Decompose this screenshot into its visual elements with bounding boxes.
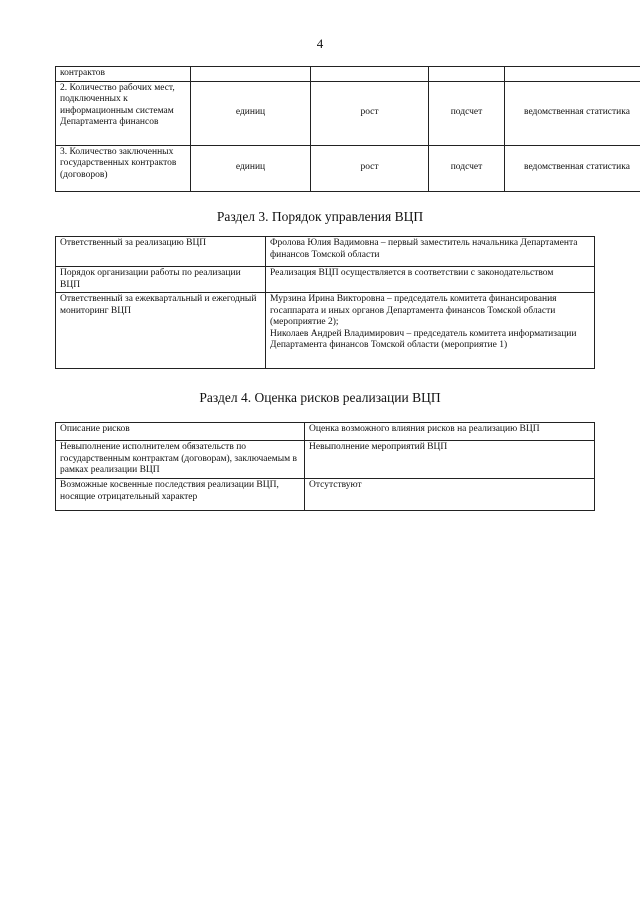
indicator-unit: единиц <box>191 145 311 191</box>
management-value: Реализация ВЦП осуществляется в соответствии с законодательством <box>266 267 595 293</box>
indicator-trend: рост <box>311 81 429 145</box>
monitoring-responsible-2: Николаев Андрей Владимирович – председатель комитета информатизации Департамента финансов Томской области (мероприятие 1) <box>270 328 577 350</box>
monitoring-responsible-1: Мурзина Ирина Викторовна – председатель комитета финансирования госаппарата и иных органов Департамента финансов Томской области (мероприятие 2); <box>270 294 557 327</box>
indicator-name: 2. Количество рабочих мест, подключенных к информационным системам Департамента финансов <box>56 81 191 145</box>
indicator-source: ведомственная статистика <box>505 145 640 191</box>
indicator-unit <box>191 67 311 82</box>
indicator-unit: единиц <box>191 81 311 145</box>
management-label: Ответственный за реализацию ВЦП <box>56 237 266 267</box>
table-row <box>56 145 640 191</box>
indicator-name: 3. Количество заключенных государственных контрактов (договоров) <box>56 145 191 191</box>
indicator-trend <box>311 67 429 82</box>
page-number: 4 <box>316 36 324 51</box>
management-table <box>55 236 595 369</box>
management-value: Фролова Юлия Вадимовна – первый заместитель начальника Департамента финансов Томской области <box>266 237 595 267</box>
indicator-method: подсчет <box>429 145 505 191</box>
risk-description: Возможные косвенные последствия реализации ВЦП, носящие отрицательный характер <box>56 479 305 511</box>
indicator-method: подсчет <box>429 81 505 145</box>
table-row <box>56 267 595 293</box>
column-header-risks: Описание рисков <box>56 423 305 441</box>
section-4-title: Раздел 4. Оценка рисков реализации ВЦП <box>199 390 441 405</box>
risks-table <box>55 422 595 511</box>
table-row <box>56 441 595 479</box>
indicator-source <box>505 67 640 82</box>
risk-impact: Отсутствуют <box>305 479 595 511</box>
management-label: Порядок организации работы по реализации ВЦП <box>56 267 266 293</box>
table-row <box>56 237 595 267</box>
table-row <box>56 293 595 369</box>
risk-description: Невыполнение исполнителем обязательств по государственным контрактам (договорам), заключаемым в рамках реализации ВЦП <box>56 441 305 479</box>
management-label: Ответственный за ежеквартальный и ежегодный мониторинг ВЦП <box>56 293 266 369</box>
table-header-row <box>56 423 595 441</box>
risk-impact: Невыполнение мероприятий ВЦП <box>305 441 595 479</box>
section-3-title: Раздел 3. Порядок управления ВЦП <box>216 209 424 224</box>
indicators-table <box>55 66 640 192</box>
indicator-method <box>429 67 505 82</box>
management-value-cell <box>266 293 595 369</box>
indicator-name: контрактов <box>56 67 191 82</box>
column-header-impact: Оценка возможного влияния рисков на реализацию ВЦП <box>305 423 595 441</box>
table-row <box>56 479 595 511</box>
indicator-source: ведомственная статистика <box>505 81 640 145</box>
indicator-trend: рост <box>311 145 429 191</box>
table-row <box>56 81 640 145</box>
table-row <box>56 67 640 82</box>
